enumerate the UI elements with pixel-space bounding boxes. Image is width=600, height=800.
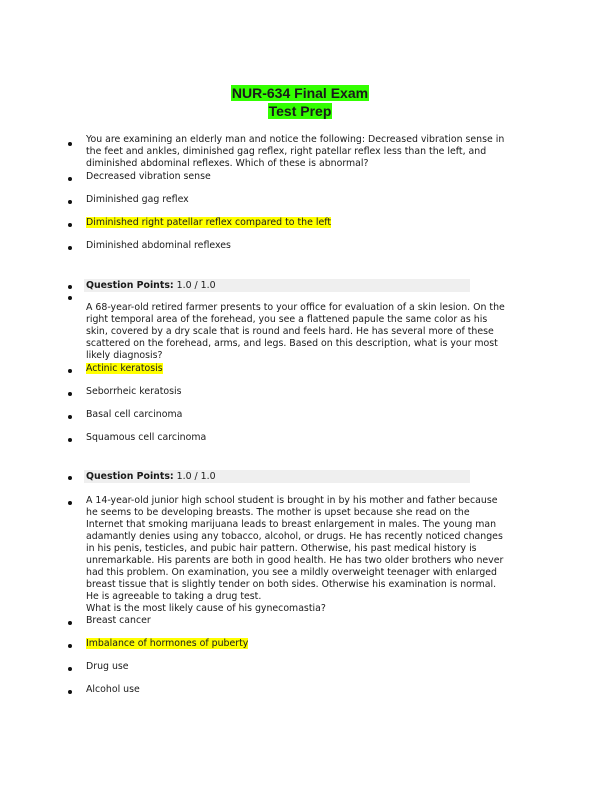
exam-subtitle: Test Prep xyxy=(268,103,332,119)
bullet-icon xyxy=(68,200,72,204)
bullet-icon xyxy=(68,296,72,300)
bullet-icon xyxy=(68,690,72,694)
exam-title: NUR-634 Final Exam xyxy=(231,85,369,101)
q2-points: Question Points: 1.0 / 1.0 xyxy=(84,470,470,483)
bullet-icon xyxy=(68,667,72,671)
bullet-icon xyxy=(68,621,72,625)
bullet-icon xyxy=(68,644,72,648)
bullet-icon xyxy=(68,415,72,419)
exam-page: NUR-634 Final Exam Test Prep You are examining an elderly man and notice the following: Decreased vibration sense in the feet and ankles, diminished gag reflex, right patellar reflex less than the left, and diminished abdominal reflexes. Which of these is abnormal? Decreased vibration sense Diminished gag reflex Diminished right patellar reflex compared to the left Diminished abdominal reflexes Question Points: 1.0 / 1.0 A 68-year-old retired farmer presents to your office for evaluation of a skin lesion. On the right temporal area of the forehead, you see a flattened papule the same color as his skin, covered by a dry scale that is round and feels hard. He has several more of these scattered on the forehead, arms, and legs. Based on this description, what is your most likely diagnosis? Actinic keratosis Seborrheic keratosis Basal cell carcinoma Squamous cell carcinoma Question Points: 1.0 / 1.0 A 14-year-old junior high school student is brought in by his mother and father because he seems to be developing breasts. The mother is upset because she read on the Internet that smoking marijuana leads to breast enlargement in males. The young man adamantly denies using any tobacco, alcohol, or drugs. He has recently noticed changes in his penis, testicles, and pubic hair pattern. Otherwise, his past medical history is unremarkable. His parents are both in good health. He has two older brothers who never had this problem. On examination, you see a mildly overweight teenager with enlarged breast tissue that is slightly tender on both sides. Otherwise his examination is normal. He is agreeable to taking a drug test. What is the most likely cause of his gynecomastia? Breast cancer Imbalance of hormones of puberty Drug use Alcohol use xyxy=(0,0,600,800)
bullet-icon xyxy=(68,142,72,146)
bullet-icon xyxy=(68,177,72,181)
bullet-icon xyxy=(68,369,72,373)
q1-points: Question Points: 1.0 / 1.0 xyxy=(84,279,470,292)
bullet-icon xyxy=(68,501,72,505)
bullet-icon xyxy=(68,285,72,289)
bullet-icon xyxy=(68,476,72,480)
bullet-icon xyxy=(68,223,72,227)
bullet-icon xyxy=(68,392,72,396)
bullet-icon xyxy=(68,246,72,250)
bullet-icon xyxy=(68,438,72,442)
